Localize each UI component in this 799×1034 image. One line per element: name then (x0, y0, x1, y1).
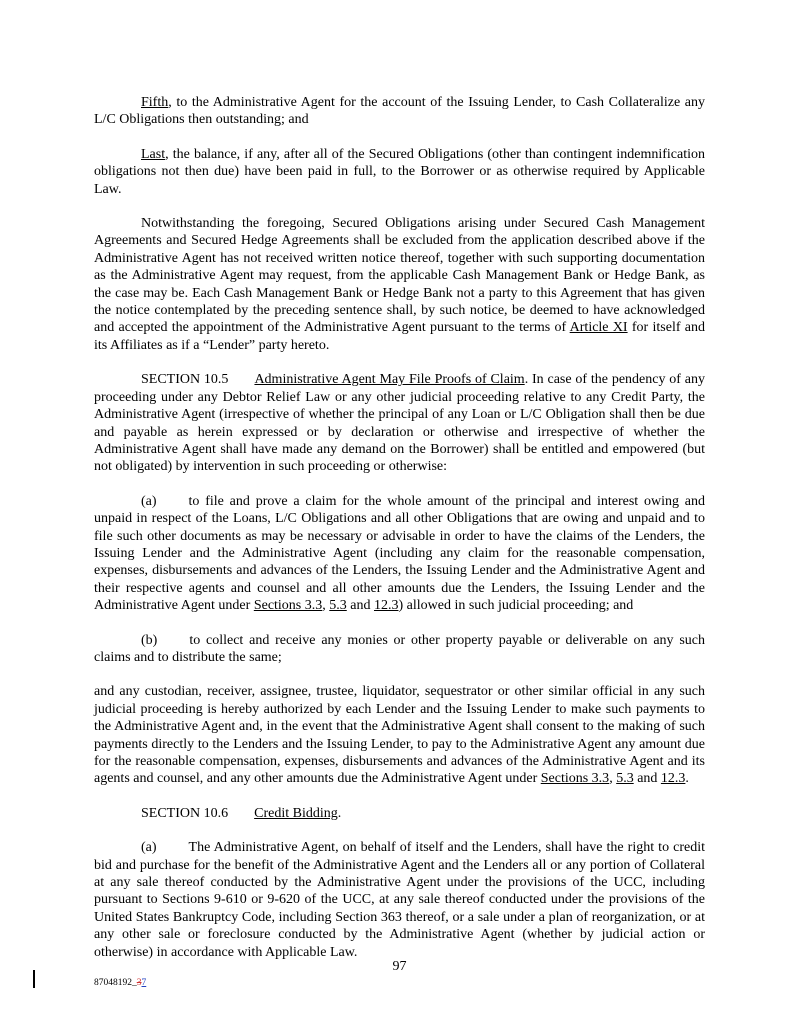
item-label: (a) (141, 493, 157, 509)
credit-bidding-item-a (94, 839, 705, 961)
paragraph-text: to file and prove a claim for the whole amount of the principal and interest owing and unpaid in respect of the Loans, L/C Obligations and all other Obligations that are owing and unpaid and to file such other documents as may be necessary or advisable in order to have the claims of the Lenders, the Issuing Lender and the Administrative Agent (including any claim for the reasonable compensation, expenses, disbursements and advances of the Lenders, the Issuing Lender and the Administrative Agent and their respective agents and counsel and all other amounts due the Lenders, the Issuing Lender and the Administrative Agent under (94, 493, 705, 614)
paragraph-text: , the balance, if any, after all of the Secured Obligations (other than contingent indemnification obligations not then due) have been paid in full, to the Borrower or as otherwise required by Applicable Law. (94, 146, 705, 197)
section-title: Credit Bidding (254, 805, 338, 821)
section-reference: Sections 3.3 (540, 771, 610, 787)
revision-bar (33, 970, 35, 988)
list-item-b (94, 632, 705, 667)
section-10-6 (94, 805, 705, 822)
list-item-a (94, 493, 705, 615)
paragraph-text: The Administrative Agent, on behalf of itself and the Lenders, shall have the right to credit bid and purchase for the benefit of the Administrative Agent and the Lenders all or any portion of Collateral at any sale thereof conducted by the Administrative Agent under the provisions of the UCC, including pursuant to Sections 9-610 or 9-620 of the UCC, at any sale thereof conducted under the provisions of the United States Bankruptcy Code, including Section 363 thereof, or a sale under a plan of reorganization, or at any other sale or foreclosure conducted by the Administrative Agent (whether by judicial action or otherwise) in accordance with Applicable Law. (94, 840, 705, 960)
clause-lead-fifth: Fifth (141, 95, 169, 110)
paragraph-text: ) allowed in such judicial proceeding; and (398, 598, 634, 614)
separator: , (609, 771, 617, 787)
clause-lead-last: Last (141, 146, 166, 162)
section-reference: 12.3 (660, 771, 686, 787)
paragraph-text: . In case of the pendency of any proceeding under any Debtor Relief Law or any other judicial proceeding relative to any Credit Party, the Administrative Agent (irrespective of whether the principal of any Loan or L/C Obligation shall then be due and payable as herein expressed or by declaration or otherwise and irrespective of whether the Administrative Agent shall have made any demand on the Borrower) shall be entitled and empowered (but not obligated) by intervention in such proceeding or otherwise: (94, 372, 705, 475)
paragraph-text: , to the Administrative Agent for the account of the Issuing Lender, to Cash Collateralize any L/C Obligations then outstanding; and (94, 95, 705, 128)
page-body (94, 94, 705, 978)
paragraph-text: . (685, 771, 689, 787)
paragraph-text: to collect and receive any monies or other property payable or deliverable on any such claims and to distribute the same; (94, 632, 705, 665)
section-reference: 5.3 (329, 598, 347, 614)
paragraph-last (94, 146, 705, 198)
inserted-revision: 7 (141, 978, 147, 988)
page-number: 97 (392, 959, 407, 974)
document-id (94, 975, 146, 992)
paragraph-fifth (94, 94, 705, 129)
section-10-5 (94, 371, 705, 475)
paragraph-text: and any custodian, receiver, assignee, trustee, liquidator, sequestrator or other similar official in any such judicial proceeding is hereby authorized by each Lender and the Issuing Lender to make such payments to the Administrative Agent and, in the event that the Administrative Agent shall consent to the making of such payments directly to the Lenders and the Issuing Lender, to pay to the Administrative Agent any amount due for the reasonable compensation, expenses, disbursements and advances of the Administrative Agent and its agents and counsel, and any other amounts due the Administrative Agent under (94, 684, 705, 787)
document-id-number: 87048192_ (94, 978, 137, 988)
paragraph-and-any (94, 683, 705, 787)
separator: and (346, 598, 374, 614)
item-label: (b) (141, 632, 158, 648)
deleted-revision: 3 (136, 978, 142, 988)
item-label: (a) (141, 840, 157, 856)
section-number: SECTION 10.6 (141, 805, 229, 821)
section-reference: 12.3 (373, 598, 399, 614)
paragraph-notwithstanding (94, 215, 705, 354)
separator: , (322, 598, 330, 614)
separator: and (633, 771, 661, 787)
section-number: SECTION 10.5 (141, 372, 229, 388)
article-reference: Article XI (569, 320, 628, 336)
paragraph-text: . (337, 805, 342, 821)
section-title: Administrative Agent May File Proofs of Claim (254, 372, 525, 388)
paragraph-text: for itself and its Affiliates as if a “Lender” party hereto. (94, 320, 705, 353)
section-reference: Sections 3.3 (253, 598, 323, 614)
paragraph-text: Notwithstanding the foregoing, Secured Obligations arising under Secured Cash Management Agreements and Secured Hedge Agreements shall be excluded from the application described above if the Administrative Agent has not received written notice thereof, together with such supporting documentation as the Administrative Agent may request, from the applicable Cash Management Bank or Hedge Bank, as the case may be. Each Cash Management Bank or Hedge Bank not a party to this Agreement that has given the notice contemplated by the preceding sentence shall, by such notice, be deemed to have acknowledged and accepted the appointment of the Administrative Agent pursuant to the terms of (94, 216, 705, 336)
section-reference: 5.3 (616, 771, 634, 787)
